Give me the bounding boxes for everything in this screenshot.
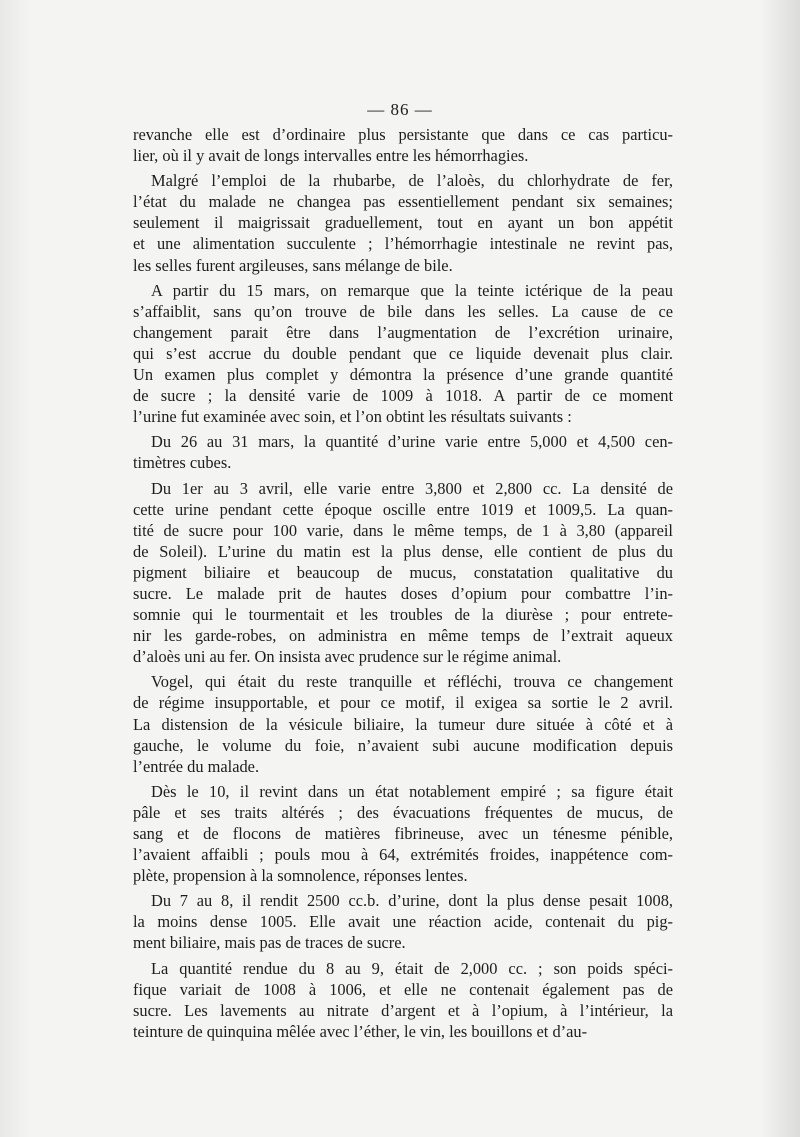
text-line: revanche elle est d’ordinaire plus persistante que dans ce cas particu- (133, 125, 673, 144)
text-line: tité de sucre pour 100 varie, dans le même temps, de 1 à 3,80 (appareil (133, 520, 673, 540)
text-line: de Soleil). L’urine du matin est la plus dense, elle contient de plus du (133, 541, 673, 561)
paragraph (133, 431, 673, 473)
text-line: seulement il maigrissait graduellement, tout en ayant un bon appétit (133, 213, 673, 233)
text-line: La distension de la vésicule biliaire, la tumeur dure située à côté et à (133, 714, 673, 734)
text-line: s’affaiblit, sans qu’on trouve de bile dans les selles. La cause de ce (133, 301, 673, 321)
text-line: sucre. Le malade prit de hautes doses d’opium pour combattre l’in- (133, 583, 673, 603)
paragraph (133, 478, 673, 668)
text-line: qui s’est accrue du double pendant que ce liquide devenait plus clair. (133, 343, 673, 363)
text-line: Du 26 au 31 mars, la quantité d’urine varie entre 5,000 et 4,500 cen- (151, 432, 673, 452)
text-line: teinture de quinquina mêlée avec l’éther, le vin, les bouillons et d’au- (133, 1021, 588, 1041)
paragraph (133, 170, 673, 275)
text-line: pâle et ses traits altérés ; des évacuations fréquentes de mucus, de (133, 802, 673, 822)
text-line: La quantité rendue du 8 au 9, était de 2,000 cc. ; son poids spéci- (151, 958, 673, 978)
text-line: l’urine fut examinée avec soin, et l’on obtint les résultats suivants : (133, 407, 572, 427)
paragraph (133, 958, 673, 1042)
body-text (133, 124, 673, 1046)
text-line: la moins dense 1005. Elle avait une réaction acide, contenait du pig- (133, 912, 673, 932)
text-line: les selles furent argileuses, sans mélange de bile. (133, 255, 453, 275)
text-line: gauche, le volume du foie, n’avaient subi aucune modification depuis (133, 735, 673, 755)
text-line: d’aloès uni au fer. On insista avec prudence sur le régime animal. (133, 647, 562, 667)
text-line: de régime insupportable, et pour ce motif, il exigea sa sortie le 2 avril. (133, 693, 673, 713)
text-line: sang et de flocons de matières fibrineuse, avec un ténesme pénible, (133, 824, 673, 843)
text-line: somnie qui le tourmentait et les troubles de la diurèse ; pour entrete- (133, 605, 673, 625)
text-line: fique variait de 1008 à 1006, et elle ne contenait également pas de (133, 979, 673, 999)
text-line: A partir du 15 mars, on remarque que la teinte ictérique de la peau (151, 280, 673, 300)
text-line: Malgré l’emploi de la rhubarbe, de l’aloès, du chlorhydrate de fer, (151, 171, 673, 191)
text-line: l’entrée du malade. (133, 756, 260, 776)
paragraph (133, 890, 673, 953)
paragraph (133, 280, 673, 428)
text-line: lier, où il y avait de longs intervalles entre les hémorrhagies. (133, 146, 529, 166)
text-line: et une alimentation succulente ; l’hémorrhagie intestinale ne revint pas, (133, 234, 673, 254)
text-line: Dès le 10, il revint dans un état notablement empiré ; sa figure était (151, 781, 673, 801)
text-line: pigment biliaire et beaucoup de mucus, constatation qualitative du (133, 562, 673, 582)
text-line: Du 7 au 8, il rendit 2500 cc.b. d’urine, dont la plus dense pesait 1008, (151, 891, 673, 911)
text-line: de sucre ; la densité varie de 1009 à 1018. A partir de ce moment (133, 386, 673, 406)
text-line: sucre. Les lavements au nitrate d’argent et à l’opium, à l’intérieur, la (133, 1000, 673, 1020)
text-line: changement parait être dans l’augmentation de l’excrétion urinaire, (133, 322, 673, 342)
text-line: Un examen plus complet y démontra la présence d’une grande quantité (133, 365, 673, 385)
text-line: plète, propension à la somnolence, réponses lentes. (133, 866, 468, 886)
text-line: Du 1er au 3 avril, elle varie entre 3,800 et 2,800 cc. La densité de (151, 478, 673, 498)
text-line: timètres cubes. (133, 453, 232, 473)
paragraph (133, 781, 673, 886)
text-line: l’état du malade ne changea pas essentiellement pendant six semaines; (133, 192, 673, 212)
text-line: nir les garde-robes, on administra en même temps de l’extrait aqueux (133, 626, 673, 646)
text-line: l’avaient affaibli ; pouls mou à 64, extrémités froides, inappétence com- (133, 845, 673, 865)
text-line: ment biliaire, mais pas de traces de sucre. (133, 933, 406, 953)
paragraph (133, 124, 673, 166)
text-line: Vogel, qui était du reste tranquille et réfléchi, trouva ce changement (151, 672, 673, 692)
page-number: — 86 — (367, 100, 433, 119)
text-line: cette urine pendant cette époque oscille entre 1019 et 1009,5. La quan- (133, 499, 673, 519)
paragraph (133, 671, 673, 776)
